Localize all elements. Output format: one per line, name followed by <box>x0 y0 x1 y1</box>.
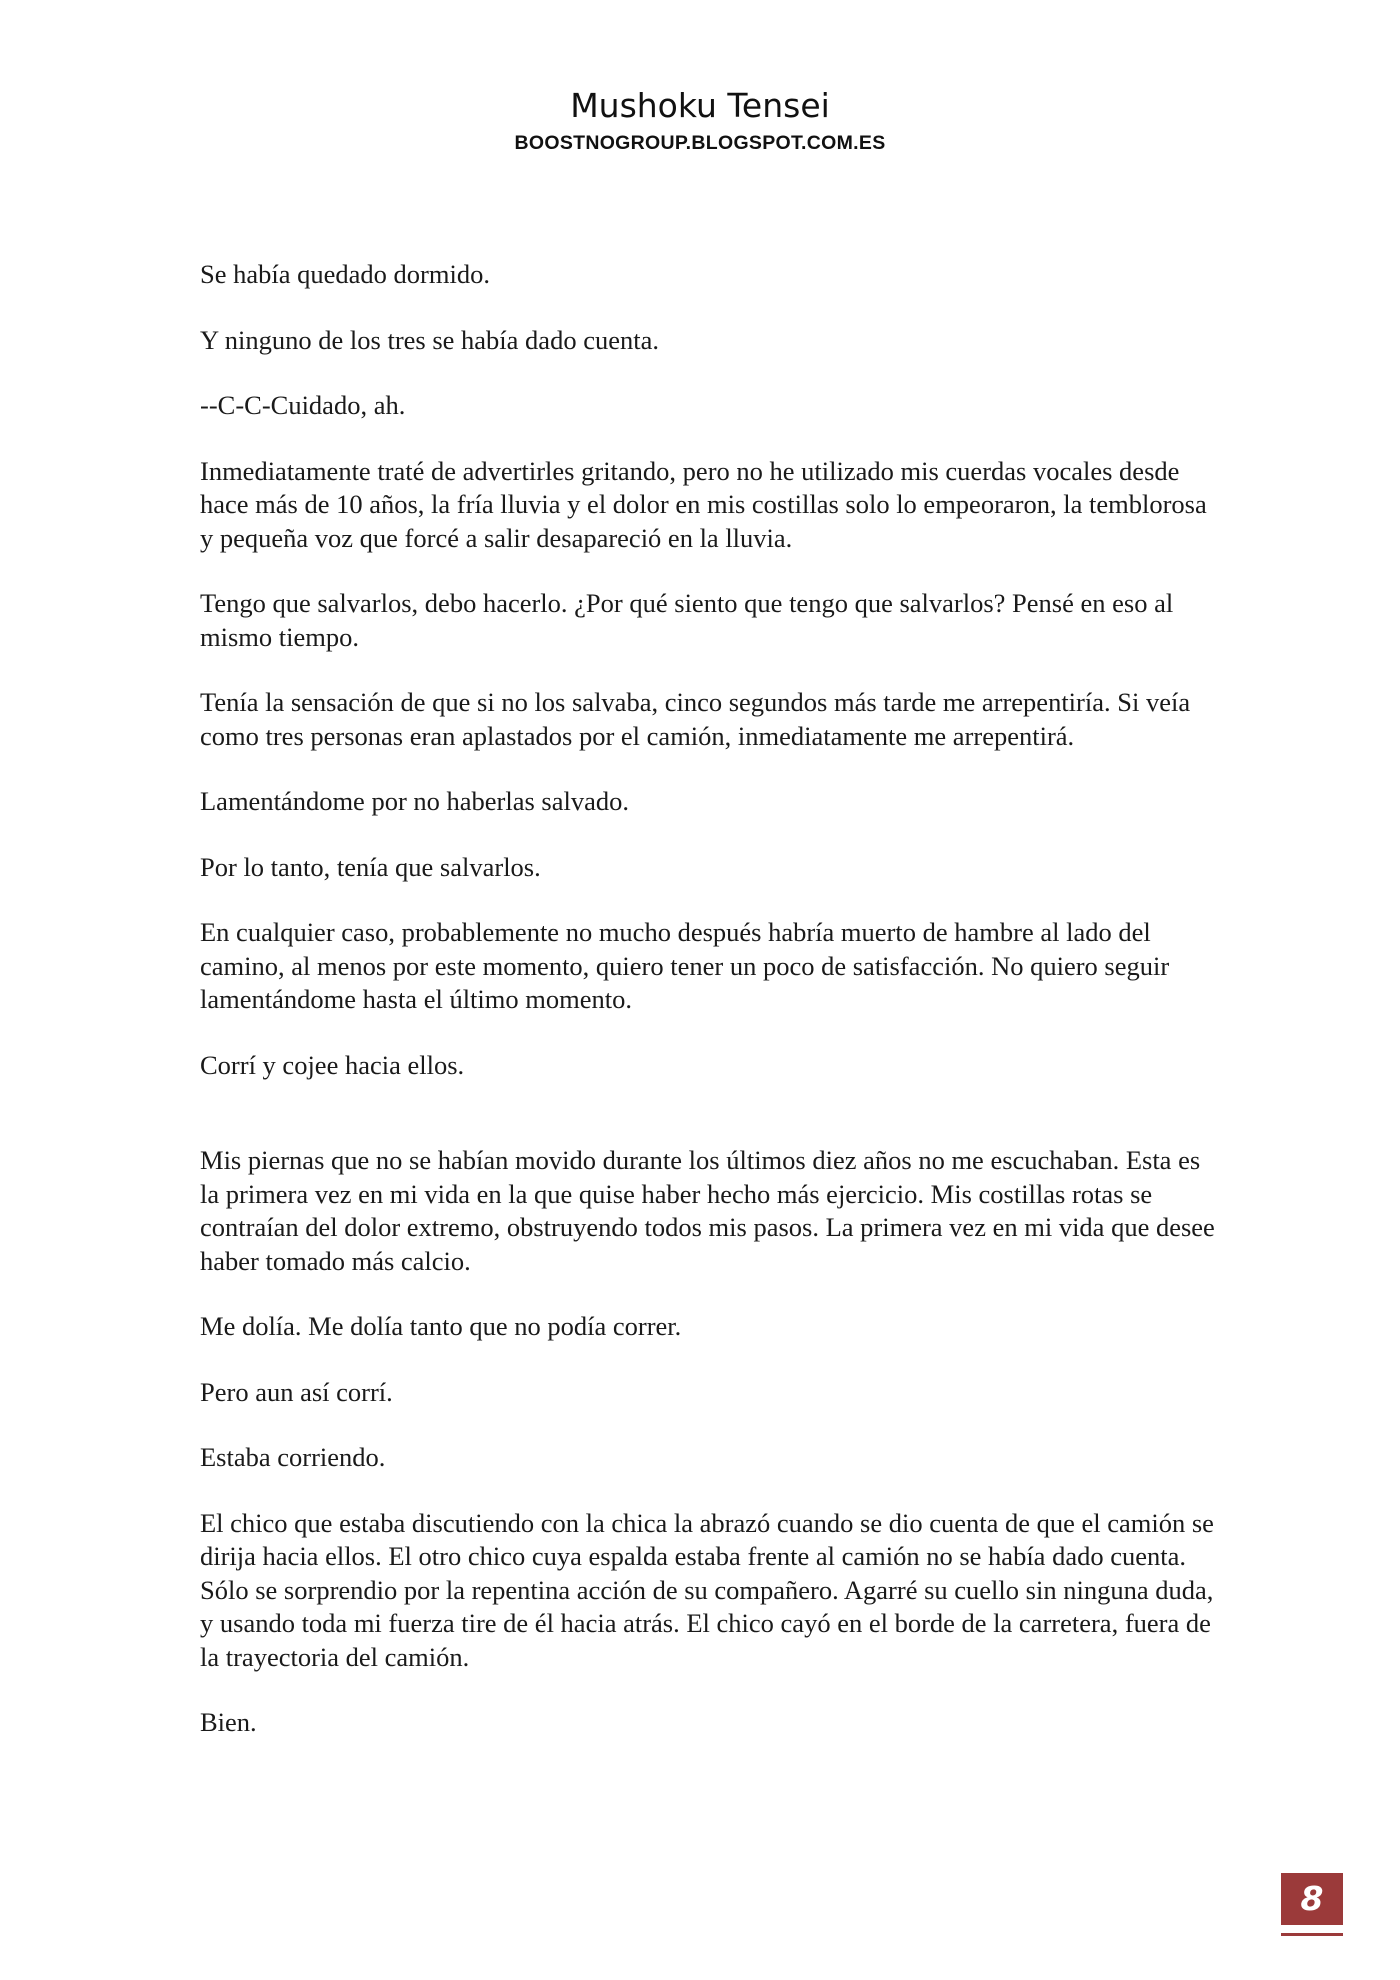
paragraph: Tenía la sensación de que si no los salvaba, cinco segundos más tarde me arrepentiría. Si veía como tres personas eran aplastados por el camión, inmediatamente me arrepentirá. <box>200 687 1191 751</box>
paragraph: Mis piernas que no se habían movido durante los últimos diez años no me escuchaban. Esta es la primera vez en mi vida en la que quise haber hecho más ejercicio. Mis costillas rotas se contraían del dolor extremo, obstruyendo todos mis pasos. La primera vez en mi vida que desee haber tomado más calcio. <box>200 1145 1215 1276</box>
page-header <box>0 86 1400 156</box>
paragraph: Bien. <box>200 1707 257 1737</box>
book-title: Mushoku Tensei <box>570 86 830 125</box>
paragraph: Se había quedado dormido. <box>200 259 490 289</box>
paragraph: Me dolía. Me dolía tanto que no podía correr. <box>200 1311 682 1341</box>
paragraph: Estaba corriendo. <box>200 1442 386 1472</box>
paragraph: Pero aun así corrí. <box>200 1376 393 1407</box>
paragraph: El chico que estaba discutiendo con la chica la abrazó cuando se dio cuenta de que el camión se dirija hacia ellos. El otro chico cuya espalda estaba frente al camión no se había dado cuenta. Sólo se sorprendio por la repentina acción de su compañero. Agarré su cuello sin ninguna duda, y usando toda mi fuerza tire de él hacia atrás. El chico cayó en el borde de la carretera, fuera de la trayectoria del camión. <box>200 1507 1214 1672</box>
paragraph: En cualquier caso, probablemente no mucho después habría muerto de hambre al lado del camino, al menos por este momento, quiero tener un poco de satisfacción. No quiero seguir lamentándome hasta el último momento. <box>200 917 1170 1014</box>
paragraph: Inmediatamente traté de advertirles gritando, pero no he utilizado mis cuerdas vocales desde hace más de 10 años, la fría lluvia y el dolor en mis costillas solo lo empeoraron, la temblorosa y pequeña voz que forcé a salir desapareció en la lluvia. <box>200 455 1207 553</box>
page-number-underline <box>1281 1933 1343 1936</box>
paragraph: --C-C-Cuidado, ah. <box>200 390 406 420</box>
page-number: 8 <box>1281 1873 1343 1925</box>
paragraph: Y ninguno de los tres se había dado cuenta. <box>200 324 659 355</box>
paragraph: Por lo tanto, tenía que salvarlos. <box>200 851 541 882</box>
paragraph: Lamentándome por no haberlas salvado. <box>200 786 630 816</box>
paragraph: Corrí y cojee hacia ellos. <box>200 1049 465 1080</box>
site-url: BOOSTNOGROUP.BLOGSPOT.COM.ES <box>514 132 886 154</box>
body-text <box>200 258 1220 1772</box>
paragraph: Tengo que salvarlos, debo hacerlo. ¿Por qué siento que tengo que salvarlos? Pensé en eso al mismo tiempo. <box>200 588 1174 652</box>
